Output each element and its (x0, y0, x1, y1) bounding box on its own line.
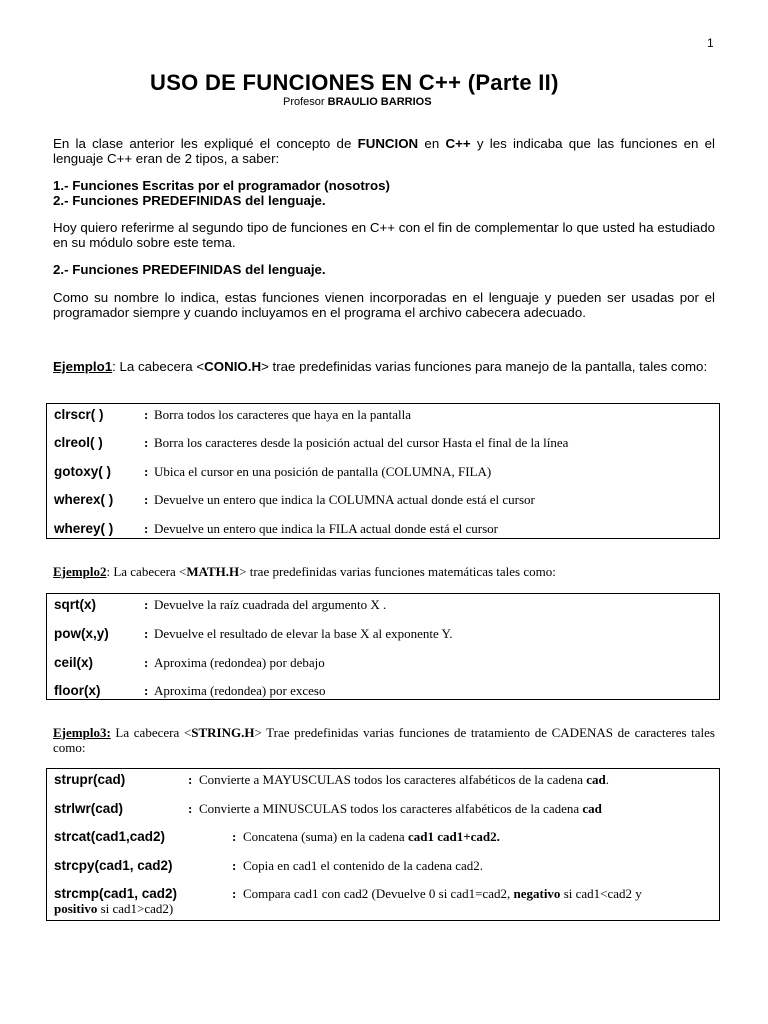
professor-name: BRAULIO BARRIOS (327, 96, 432, 108)
function-name: strlwr(cad) (54, 801, 124, 816)
example1-text-2: > trae predefinidas varias funciones para manejo de la pantalla, tales como: (261, 359, 708, 374)
paragraph-3: Como su nombre lo indica, estas funciones vienen incorporadas en el lenguaje y pueden ser usadas por el programador siempre y cuando incluyamos en el programa el archivo cabecera adecuado. (53, 290, 715, 320)
table-row: strlwr(cad) : Convierte a MINUSCULAS todos los caracteres alfabéticos de la cadena cad (54, 801, 602, 816)
example2-text-2: > trae predefinidas varias funciones matemáticas tales como: (239, 564, 556, 579)
example1-label: Ejemplo1 (53, 359, 113, 374)
function-description: Devuelve la raíz cuadrada del argumento X . (154, 597, 387, 612)
table-row: strcpy(cad1, cad2) : Copia en cad1 el contenido de la cadena cad2. (54, 858, 484, 873)
function-name: strcpy(cad1, cad2) (54, 858, 173, 873)
example2-label: Ejemplo2 (53, 564, 107, 579)
paragraph-2: Hoy quiero referirme al segundo tipo de funciones en C++ con el fin de complementar lo que usted ha estudiado en su módulo sobre este tema. (53, 220, 715, 250)
table-row: strcat(cad1,cad2) : Concatena (suma) en la cadena cad1 cad1+cad2. (54, 829, 500, 844)
types-list (53, 178, 715, 208)
function-description: Copia en cad1 el contenido de la cadena cad2. (243, 858, 484, 873)
type-item-1: 1.- Funciones Escritas por el programador (nosotros) (53, 178, 390, 193)
example1-intro (53, 359, 715, 374)
intro-text-3: y les indicaba que las funciones en el lenguaje C++ eran de 2 tipos, a saber: (53, 136, 715, 166)
function-description: Borra todos los caracteres que haya en la pantalla (154, 407, 411, 422)
function-name: clreol( ) (54, 435, 103, 450)
function-description: Ubica el cursor en una posición de pantalla (COLUMNA, FILA) (154, 464, 492, 479)
function-name: sqrt(x) (54, 597, 97, 612)
document-subtitle (283, 96, 432, 108)
table-row: wherex( ) : Devuelve un entero que indica la COLUMNA actual donde está el cursor (54, 492, 535, 507)
function-description: Devuelve el resultado de elevar la base X al exponente Y. (154, 626, 453, 641)
type-item-2: 2.- Funciones PREDEFINIDAS del lenguaje. (53, 193, 326, 208)
function-description: Concatena (suma) en la cadena cad1 cad1+cad2. (243, 829, 500, 844)
function-name: gotoxy( ) (54, 464, 111, 479)
example3-table (46, 768, 720, 921)
function-description: Aproxima (redondea) por exceso (154, 683, 326, 698)
function-description-continuation: positivo si cad1>cad2) (54, 901, 174, 916)
document-title: USO DE FUNCIONES EN C++ (Parte II) (150, 70, 559, 95)
function-description: Devuelve un entero que indica la COLUMNA actual donde está el cursor (154, 492, 535, 507)
function-description: Devuelve un entero que indica la FILA actual donde está el cursor (154, 521, 499, 536)
table-row: pow(x,y) : Devuelve el resultado de elevar la base X al exponente Y. (54, 626, 453, 641)
intro-bold-cpp: C++ (445, 136, 471, 151)
function-name: strcmp(cad1, cad2) (54, 886, 178, 901)
intro-text-2: en (418, 136, 446, 151)
heading-predefined: 2.- Funciones PREDEFINIDAS del lenguaje. (53, 262, 326, 277)
example3-text-2: > Trae predefinidas varias funciones de tratamiento de CADENAS de caracteres tales como: (53, 725, 715, 755)
table-row: strcmp(cad1, cad2) : Compara cad1 con cad2 (Devuelve 0 si cad1=cad2, negativo si cad1<cad2 y (54, 886, 642, 901)
function-description: Aproxima (redondea) por debajo (154, 655, 325, 670)
example3-header-name: STRING.H (191, 725, 255, 740)
function-description: Convierte a MAYUSCULAS todos los caracteres alfabéticos de la cadena cad. (199, 772, 609, 787)
function-name: clrscr( ) (54, 407, 104, 422)
table-row: clreol( ) : Borra los caracteres desde la posición actual del cursor Hasta el final de la línea (54, 435, 569, 450)
table-row: floor(x) : Aproxima (redondea) por exceso (54, 683, 326, 698)
intro-paragraph (53, 136, 715, 166)
example3-text-1: La cabecera < (110, 725, 192, 740)
example1-header-name: CONIO.H (204, 359, 262, 374)
table-row: clrscr( ) : Borra todos los caracteres que haya en la pantalla (54, 407, 411, 422)
table-row: sqrt(x) : Devuelve la raíz cuadrada del argumento X . (54, 597, 387, 612)
example2-header-name: MATH.H (186, 564, 240, 579)
page-number: 1 (707, 36, 714, 50)
table-row: wherey( ) : Devuelve un entero que indica la FILA actual donde está el cursor (54, 521, 499, 536)
function-description: Compara cad1 con cad2 (Devuelve 0 si cad1=cad2, negativo si cad1<cad2 y (243, 886, 642, 901)
table-row: strupr(cad) : Convierte a MAYUSCULAS todos los caracteres alfabéticos de la cadena cad. (54, 772, 609, 787)
function-name: ceil(x) (54, 655, 94, 670)
function-description: Borra los caracteres desde la posición actual del cursor Hasta el final de la línea (154, 435, 569, 450)
function-name: strcat(cad1,cad2) (54, 829, 166, 844)
example1-table (46, 403, 720, 539)
function-name: pow(x,y) (54, 626, 109, 641)
function-name: wherey( ) (54, 521, 114, 536)
example2-intro (53, 564, 715, 579)
example1-text-1: : La cabecera < (112, 359, 205, 374)
subtitle-prefix: Profesor (283, 96, 328, 108)
function-name: floor(x) (54, 683, 101, 698)
example3-label: Ejemplo3: (53, 725, 111, 740)
example2-text-1: : La cabecera < (106, 564, 187, 579)
example2-table (46, 593, 720, 700)
function-description: Convierte a MINUSCULAS todos los caracteres alfabéticos de la cadena cad (199, 801, 602, 816)
example3-intro (53, 725, 715, 755)
intro-text-1: En la clase anterior les expliqué el concepto de (53, 136, 358, 151)
function-name: wherex( ) (54, 492, 114, 507)
intro-bold-funcion: FUNCION (357, 136, 419, 151)
table-row: ceil(x) : Aproxima (redondea) por debajo (54, 655, 325, 670)
function-name: strupr(cad) (54, 772, 126, 787)
table-row: gotoxy( ) : Ubica el cursor en una posición de pantalla (COLUMNA, FILA) (54, 464, 492, 479)
